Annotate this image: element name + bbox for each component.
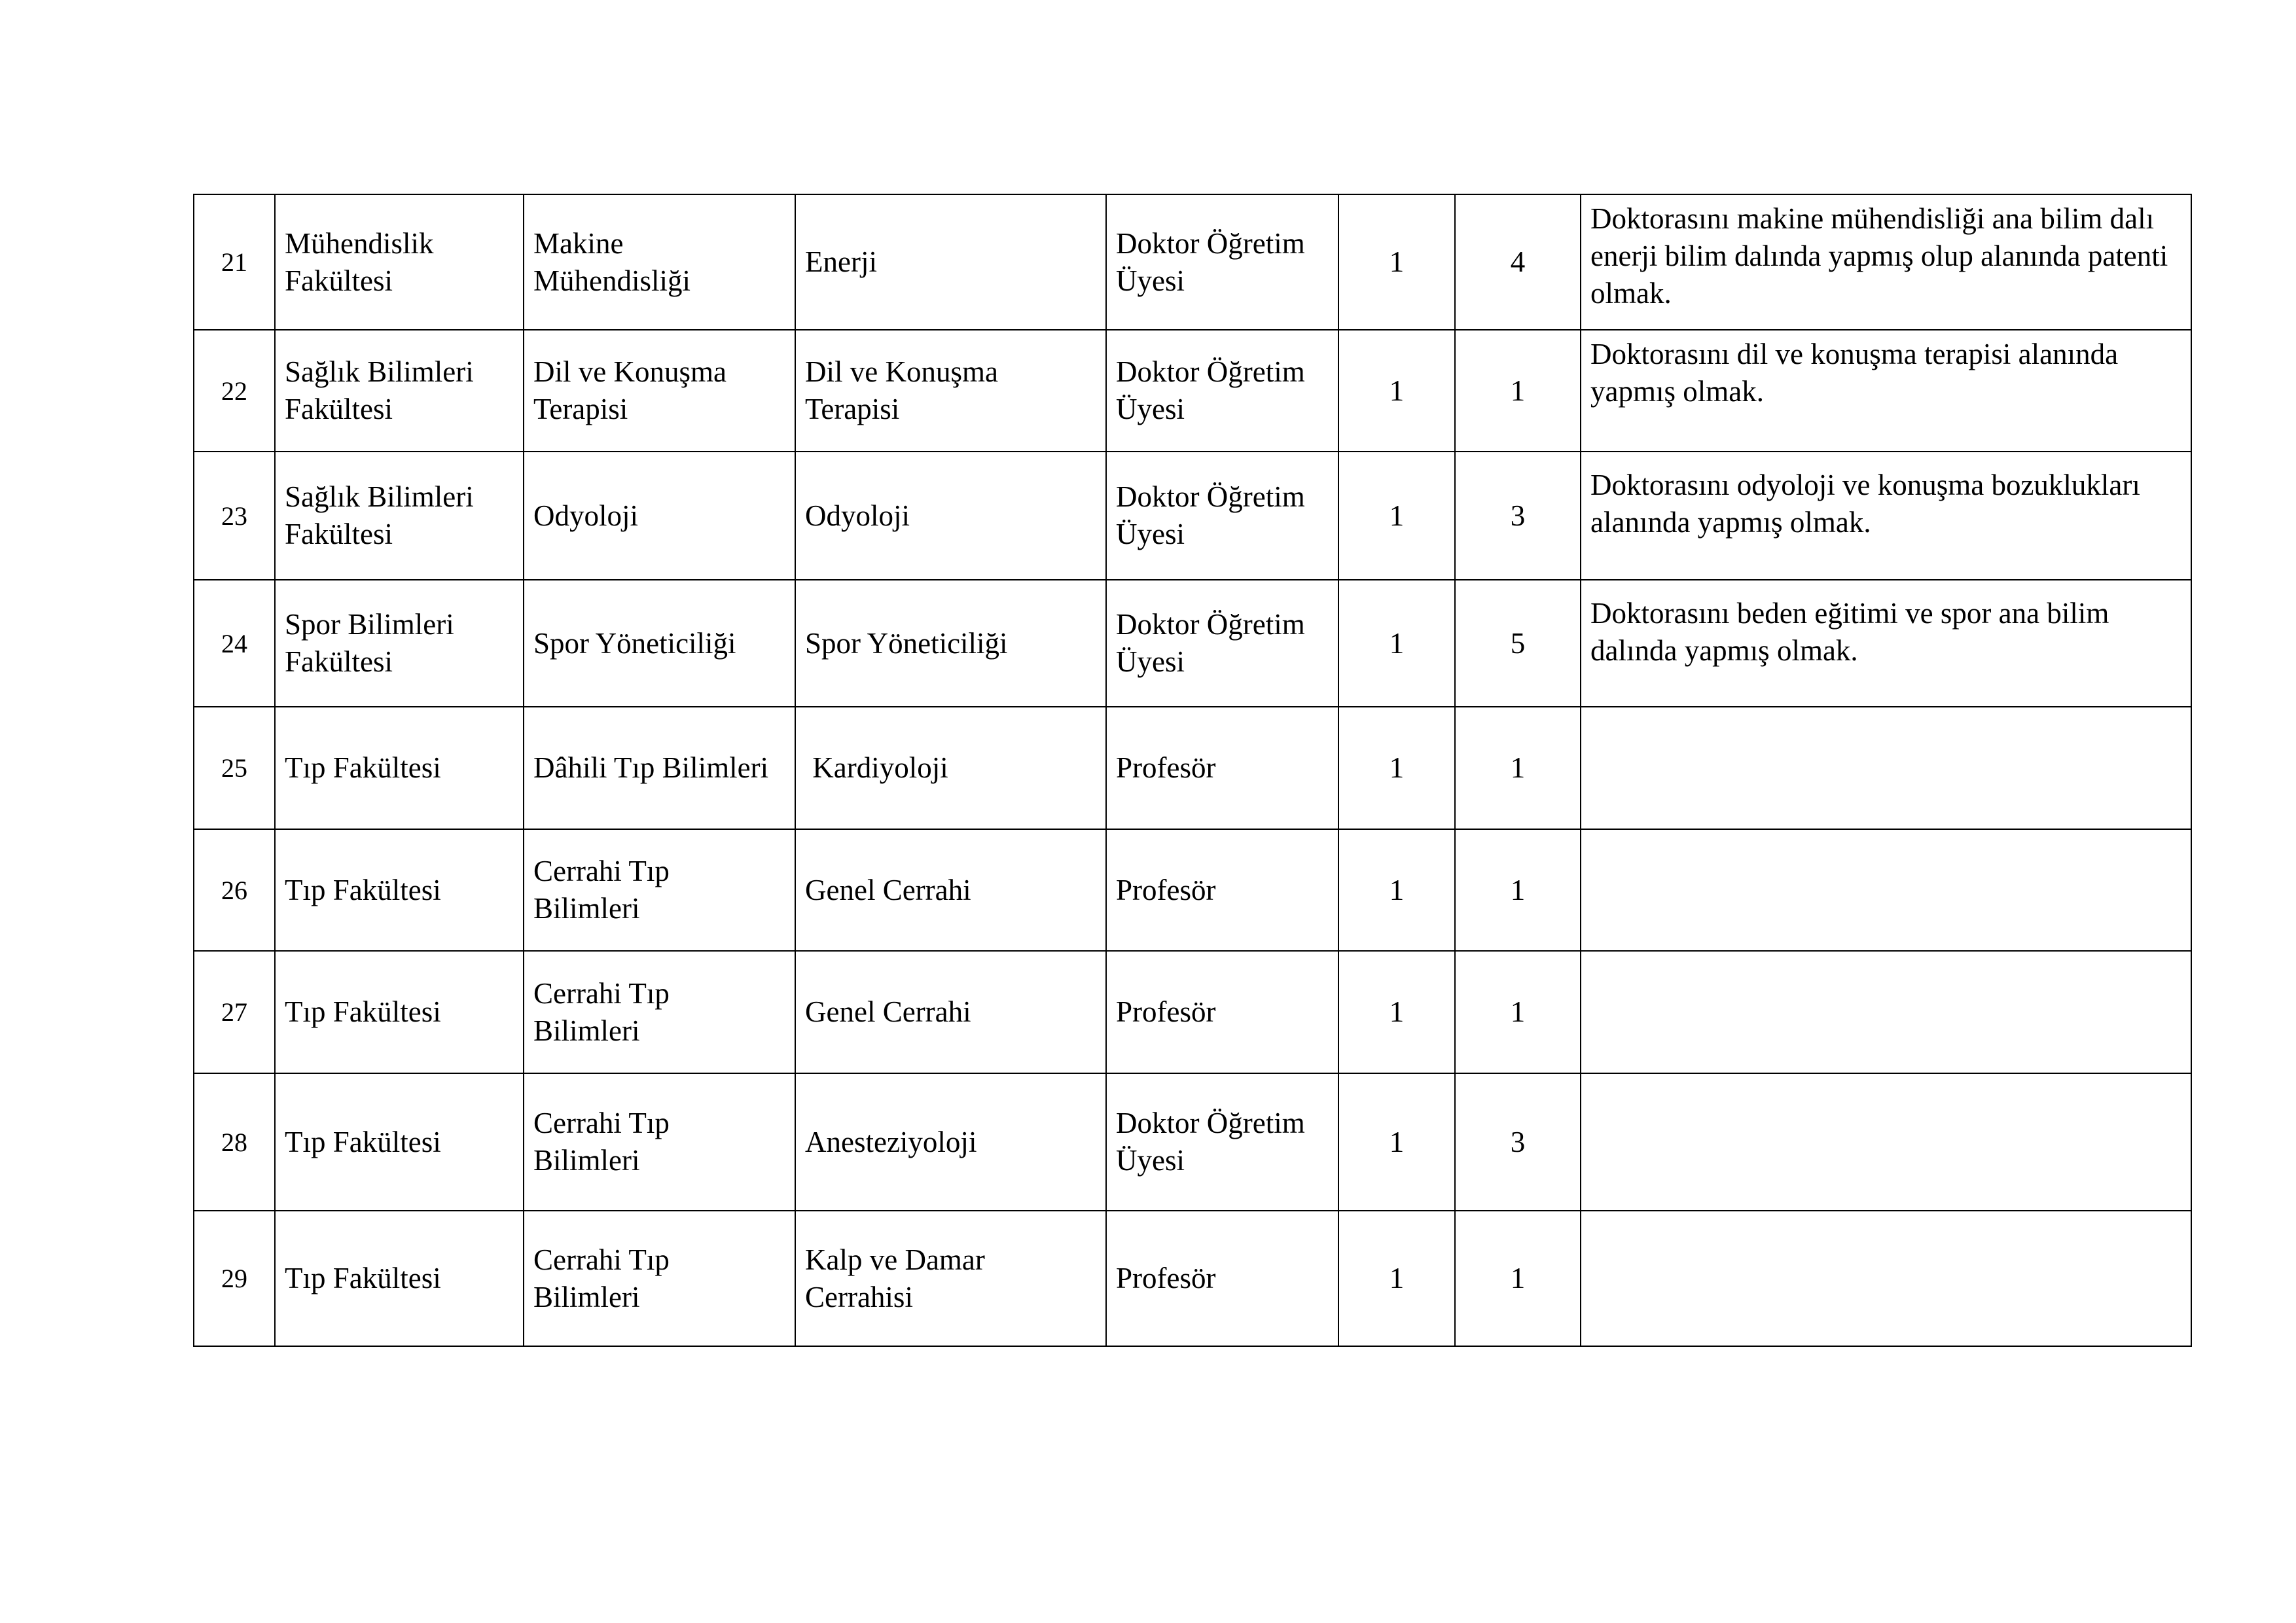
row-number: 23 bbox=[194, 452, 275, 580]
department-cell: Cerrahi Tıp Bilimleri bbox=[524, 1211, 795, 1346]
requirement-cell bbox=[1581, 707, 2191, 829]
title-cell: Doktor Öğretim Üyesi bbox=[1106, 194, 1338, 330]
point-cell: 1 bbox=[1455, 1211, 1581, 1346]
requirement-cell bbox=[1581, 1211, 2191, 1346]
title-cell: Doktor Öğretim Üyesi bbox=[1106, 330, 1338, 452]
table-row bbox=[194, 1073, 2191, 1211]
requirement-cell bbox=[1581, 951, 2191, 1073]
field-cell: Genel Cerrahi bbox=[795, 829, 1106, 951]
table-row bbox=[194, 452, 2191, 580]
table-row bbox=[194, 330, 2191, 452]
requirement-cell: Doktorasını dil ve konuşma terapisi alanında yapmış olmak. bbox=[1581, 330, 2191, 452]
title-cell: Profesör bbox=[1106, 1211, 1338, 1346]
requirement-cell bbox=[1581, 1073, 2191, 1211]
positions-table-container bbox=[193, 194, 2191, 1347]
count-cell: 1 bbox=[1338, 707, 1455, 829]
faculty-cell: Tıp Fakültesi bbox=[275, 951, 524, 1073]
title-cell: Doktor Öğretim Üyesi bbox=[1106, 452, 1338, 580]
table-row bbox=[194, 580, 2191, 707]
row-number: 22 bbox=[194, 330, 275, 452]
department-cell: Cerrahi Tıp Bilimleri bbox=[524, 1073, 795, 1211]
faculty-cell: Tıp Fakültesi bbox=[275, 829, 524, 951]
point-cell: 4 bbox=[1455, 194, 1581, 330]
title-cell: Profesör bbox=[1106, 951, 1338, 1073]
field-cell: Kalp ve Damar Cerrahisi bbox=[795, 1211, 1106, 1346]
department-cell: Spor Yöneticiliği bbox=[524, 580, 795, 707]
department-cell: Cerrahi Tıp Bilimleri bbox=[524, 951, 795, 1073]
table-row bbox=[194, 194, 2191, 330]
row-number: 28 bbox=[194, 1073, 275, 1211]
point-cell: 3 bbox=[1455, 1073, 1581, 1211]
requirement-cell bbox=[1581, 829, 2191, 951]
department-cell: Dil ve Konuşma Terapisi bbox=[524, 330, 795, 452]
table-row bbox=[194, 707, 2191, 829]
faculty-cell: Sağlık Bilimleri Fakültesi bbox=[275, 330, 524, 452]
table-row bbox=[194, 829, 2191, 951]
point-cell: 5 bbox=[1455, 580, 1581, 707]
table-row bbox=[194, 1211, 2191, 1346]
title-cell: Profesör bbox=[1106, 829, 1338, 951]
count-cell: 1 bbox=[1338, 1073, 1455, 1211]
field-cell: Kardiyoloji bbox=[795, 707, 1106, 829]
department-cell: Odyoloji bbox=[524, 452, 795, 580]
count-cell: 1 bbox=[1338, 580, 1455, 707]
field-cell: Dil ve Konuşma Terapisi bbox=[795, 330, 1106, 452]
point-cell: 1 bbox=[1455, 330, 1581, 452]
row-number: 29 bbox=[194, 1211, 275, 1346]
row-number: 27 bbox=[194, 951, 275, 1073]
field-cell: Spor Yöneticiliği bbox=[795, 580, 1106, 707]
requirement-cell: Doktorasını makine mühendisliği ana bilim dalı enerji bilim dalında yapmış olup alanında patenti olmak. bbox=[1581, 194, 2191, 330]
row-number: 24 bbox=[194, 580, 275, 707]
point-cell: 3 bbox=[1455, 452, 1581, 580]
requirement-cell: Doktorasını odyoloji ve konuşma bozuklukları alanında yapmış olmak. bbox=[1581, 452, 2191, 580]
department-cell: Makine Mühendisliği bbox=[524, 194, 795, 330]
count-cell: 1 bbox=[1338, 452, 1455, 580]
department-cell: Cerrahi Tıp Bilimleri bbox=[524, 829, 795, 951]
count-cell: 1 bbox=[1338, 1211, 1455, 1346]
count-cell: 1 bbox=[1338, 194, 1455, 330]
department-cell: Dâhili Tıp Bilimleri bbox=[524, 707, 795, 829]
faculty-cell: Mühendislik Fakültesi bbox=[275, 194, 524, 330]
title-cell: Doktor Öğretim Üyesi bbox=[1106, 580, 1338, 707]
point-cell: 1 bbox=[1455, 829, 1581, 951]
positions-table bbox=[193, 194, 2192, 1347]
field-cell: Enerji bbox=[795, 194, 1106, 330]
point-cell: 1 bbox=[1455, 707, 1581, 829]
field-cell: Odyoloji bbox=[795, 452, 1106, 580]
point-cell: 1 bbox=[1455, 951, 1581, 1073]
count-cell: 1 bbox=[1338, 330, 1455, 452]
count-cell: 1 bbox=[1338, 951, 1455, 1073]
faculty-cell: Tıp Fakültesi bbox=[275, 1211, 524, 1346]
faculty-cell: Sağlık Bilimleri Fakültesi bbox=[275, 452, 524, 580]
requirement-cell: Doktorasını beden eğitimi ve spor ana bilim dalında yapmış olmak. bbox=[1581, 580, 2191, 707]
count-cell: 1 bbox=[1338, 829, 1455, 951]
faculty-cell: Spor Bilimleri Fakültesi bbox=[275, 580, 524, 707]
field-cell: Genel Cerrahi bbox=[795, 951, 1106, 1073]
row-number: 26 bbox=[194, 829, 275, 951]
row-number: 21 bbox=[194, 194, 275, 330]
table-row bbox=[194, 951, 2191, 1073]
faculty-cell: Tıp Fakültesi bbox=[275, 707, 524, 829]
row-number: 25 bbox=[194, 707, 275, 829]
faculty-cell: Tıp Fakültesi bbox=[275, 1073, 524, 1211]
field-cell: Anesteziyoloji bbox=[795, 1073, 1106, 1211]
title-cell: Doktor Öğretim Üyesi bbox=[1106, 1073, 1338, 1211]
title-cell: Profesör bbox=[1106, 707, 1338, 829]
